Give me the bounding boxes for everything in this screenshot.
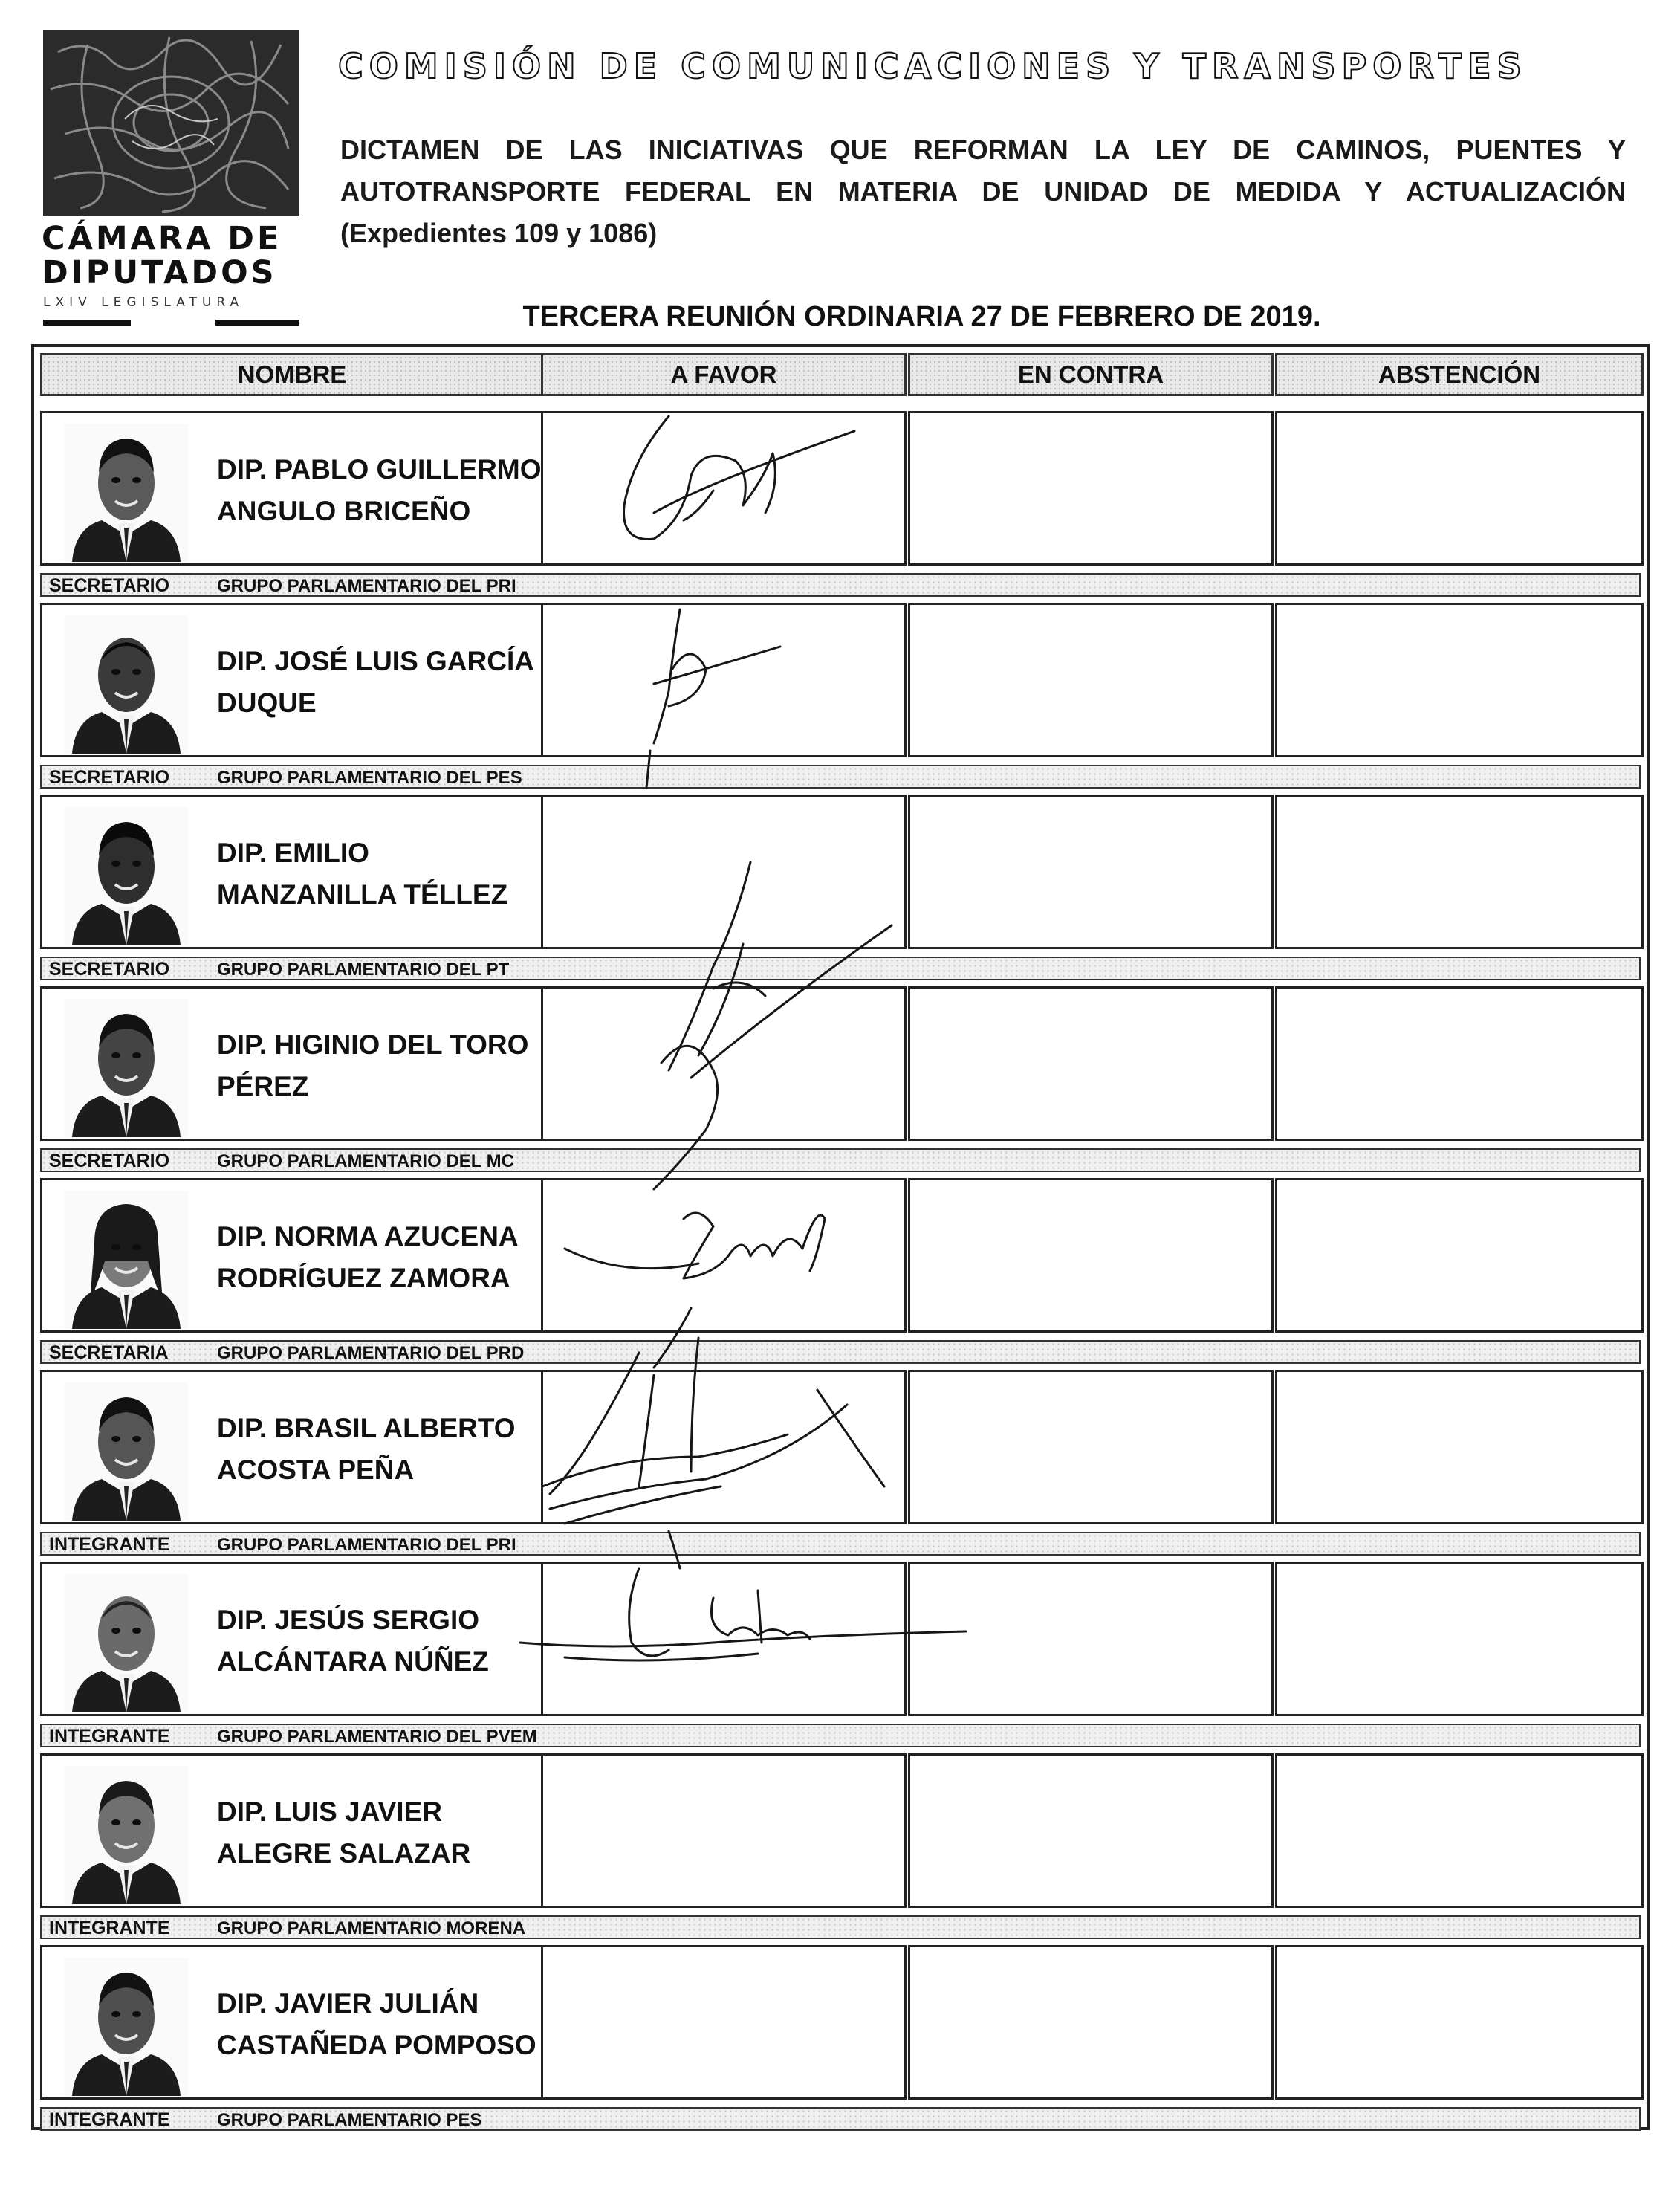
logo-institution-name: CÁMARA DE DIPUTADOS bbox=[42, 220, 282, 291]
column-header-a-favor: A FAVOR bbox=[541, 353, 907, 396]
column-header-en-contra: EN CONTRA bbox=[908, 353, 1274, 396]
dictamen-title: DICTAMEN DE LAS INICIATIVAS QUE REFORMAN LA LEY DE CAMINOS, PUENTES Y AUTOTRANSPORTE FEDERAL EN MATERIA DE UNIDAD DE MEDIDA Y ACTUALIZACIÓN (Expedientes 109 y 1086) bbox=[340, 135, 1626, 248]
vote-a-favor-cell[interactable] bbox=[541, 986, 907, 1141]
member-photo bbox=[65, 424, 188, 562]
member-group: GRUPO PARLAMENTARIO DEL PRI bbox=[217, 1535, 516, 1555]
member-name: DIP. JESÚS SERGIO ALCÁNTARA NÚÑEZ bbox=[217, 1605, 489, 1677]
vote-en-contra-cell[interactable] bbox=[908, 1370, 1274, 1524]
member-group: GRUPO PARLAMENTARIO DEL PT bbox=[217, 960, 510, 980]
member-name: DIP. JAVIER JULIÁN CASTAÑEDA POMPOSO bbox=[217, 1988, 536, 2060]
vote-a-favor-cell[interactable] bbox=[541, 1945, 907, 2100]
table-row bbox=[34, 1945, 1647, 2137]
vote-en-contra-cell[interactable] bbox=[908, 1562, 1274, 1716]
commission-title: COMISIÓN DE COMUNICACIONES Y TRANSPORTES bbox=[338, 46, 1528, 86]
column-header-abstencion: ABSTENCIÓN bbox=[1275, 353, 1644, 396]
member-name: DIP. HIGINIO DEL TORO PÉREZ bbox=[217, 1029, 529, 1101]
member-group: GRUPO PARLAMENTARIO DEL PES bbox=[217, 768, 522, 788]
name-cell bbox=[40, 1945, 544, 2100]
logo-legislature: LXIV LEGISLATURA bbox=[43, 295, 244, 310]
member-role: INTEGRANTE bbox=[49, 1918, 170, 1938]
member-info-band bbox=[40, 1724, 1641, 1747]
name-cell bbox=[40, 986, 544, 1141]
member-info-band bbox=[40, 573, 1641, 597]
member-photo bbox=[65, 807, 188, 945]
table-row bbox=[34, 795, 1647, 986]
vote-abstencion-cell[interactable] bbox=[1275, 1562, 1644, 1716]
member-role: INTEGRANTE bbox=[49, 1726, 170, 1747]
member-info-band bbox=[40, 957, 1641, 980]
table-row bbox=[34, 1753, 1647, 1945]
member-name: DIP. EMILIO MANZANILLA TÉLLEZ bbox=[217, 838, 508, 910]
vote-abstencion-cell[interactable] bbox=[1275, 603, 1644, 757]
member-name: DIP. NORMA AZUCENA RODRÍGUEZ ZAMORA bbox=[217, 1221, 518, 1293]
table-row bbox=[34, 1178, 1647, 1370]
vote-abstencion-cell[interactable] bbox=[1275, 795, 1644, 949]
member-name: DIP. PABLO GUILLERMO ANGULO BRICEÑO bbox=[217, 454, 542, 526]
vote-a-favor-cell[interactable] bbox=[541, 411, 907, 566]
session-title: TERCERA REUNIÓN ORDINARIA 27 DE FEBRERO DE 2019. bbox=[522, 301, 1321, 332]
name-cell bbox=[40, 1753, 544, 1908]
vote-abstencion-cell[interactable] bbox=[1275, 1370, 1644, 1524]
name-cell bbox=[40, 795, 544, 949]
name-cell bbox=[40, 1178, 544, 1333]
member-name: DIP. BRASIL ALBERTO ACOSTA PEÑA bbox=[217, 1413, 516, 1485]
member-role: SECRETARIO bbox=[49, 959, 170, 980]
member-role: SECRETARIA bbox=[49, 1342, 169, 1363]
member-photo bbox=[65, 1382, 188, 1521]
member-group: GRUPO PARLAMENTARIO MORENA bbox=[217, 1918, 526, 1938]
table-header bbox=[34, 347, 1647, 402]
member-name: DIP. JOSÉ LUIS GARCÍA DUQUE bbox=[217, 646, 533, 718]
vote-a-favor-cell[interactable] bbox=[541, 1562, 907, 1716]
vote-en-contra-cell[interactable] bbox=[908, 1753, 1274, 1908]
vote-table bbox=[31, 344, 1650, 2130]
member-group: GRUPO PARLAMENTARIO DEL PVEM bbox=[217, 1727, 537, 1747]
member-photo bbox=[65, 1191, 188, 1329]
member-group: GRUPO PARLAMENTARIO DEL PRD bbox=[217, 1343, 525, 1363]
table-row bbox=[34, 603, 1647, 795]
vote-a-favor-cell[interactable] bbox=[541, 1178, 907, 1333]
member-photo bbox=[65, 615, 188, 754]
vote-en-contra-cell[interactable] bbox=[908, 986, 1274, 1141]
vote-abstencion-cell[interactable] bbox=[1275, 986, 1644, 1141]
column-header-nombre: NOMBRE bbox=[40, 353, 544, 396]
name-cell bbox=[40, 1370, 544, 1524]
name-cell bbox=[40, 411, 544, 566]
member-info-band bbox=[40, 1340, 1641, 1364]
member-photo bbox=[65, 1574, 188, 1712]
member-role: SECRETARIO bbox=[49, 767, 170, 788]
table-row bbox=[34, 411, 1647, 603]
member-role: SECRETARIO bbox=[49, 1151, 170, 1171]
member-role: INTEGRANTE bbox=[49, 2109, 170, 2130]
vote-en-contra-cell[interactable] bbox=[908, 603, 1274, 757]
vote-en-contra-cell[interactable] bbox=[908, 795, 1274, 949]
camara-logo-emblem bbox=[43, 30, 299, 216]
table-row bbox=[34, 1562, 1647, 1753]
member-info-band bbox=[40, 765, 1641, 789]
vote-a-favor-cell[interactable] bbox=[541, 1370, 907, 1524]
member-photo bbox=[65, 1766, 188, 1904]
table-row bbox=[34, 986, 1647, 1178]
vote-a-favor-cell[interactable] bbox=[541, 603, 907, 757]
vote-abstencion-cell[interactable] bbox=[1275, 411, 1644, 566]
member-photo bbox=[65, 1958, 188, 2096]
member-info-band bbox=[40, 1915, 1641, 1939]
name-cell bbox=[40, 603, 544, 757]
name-cell bbox=[40, 1562, 544, 1716]
member-role: SECRETARIO bbox=[49, 575, 170, 596]
vote-a-favor-cell[interactable] bbox=[541, 1753, 907, 1908]
vote-abstencion-cell[interactable] bbox=[1275, 1945, 1644, 2100]
table-row bbox=[34, 1370, 1647, 1562]
member-info-band bbox=[40, 2107, 1641, 2131]
vote-a-favor-cell[interactable] bbox=[541, 795, 907, 949]
vote-en-contra-cell[interactable] bbox=[908, 1945, 1274, 2100]
member-group: GRUPO PARLAMENTARIO DEL PRI bbox=[217, 576, 516, 596]
member-group: GRUPO PARLAMENTARIO PES bbox=[217, 2110, 482, 2130]
member-name: DIP. LUIS JAVIER ALEGRE SALAZAR bbox=[217, 1796, 471, 1869]
member-info-band bbox=[40, 1532, 1641, 1556]
member-group: GRUPO PARLAMENTARIO DEL MC bbox=[217, 1151, 514, 1171]
vote-en-contra-cell[interactable] bbox=[908, 411, 1274, 566]
vote-abstencion-cell[interactable] bbox=[1275, 1178, 1644, 1333]
member-info-band bbox=[40, 1148, 1641, 1172]
vote-en-contra-cell[interactable] bbox=[908, 1178, 1274, 1333]
member-photo bbox=[65, 999, 188, 1137]
vote-abstencion-cell[interactable] bbox=[1275, 1753, 1644, 1908]
member-role: INTEGRANTE bbox=[49, 1534, 170, 1555]
